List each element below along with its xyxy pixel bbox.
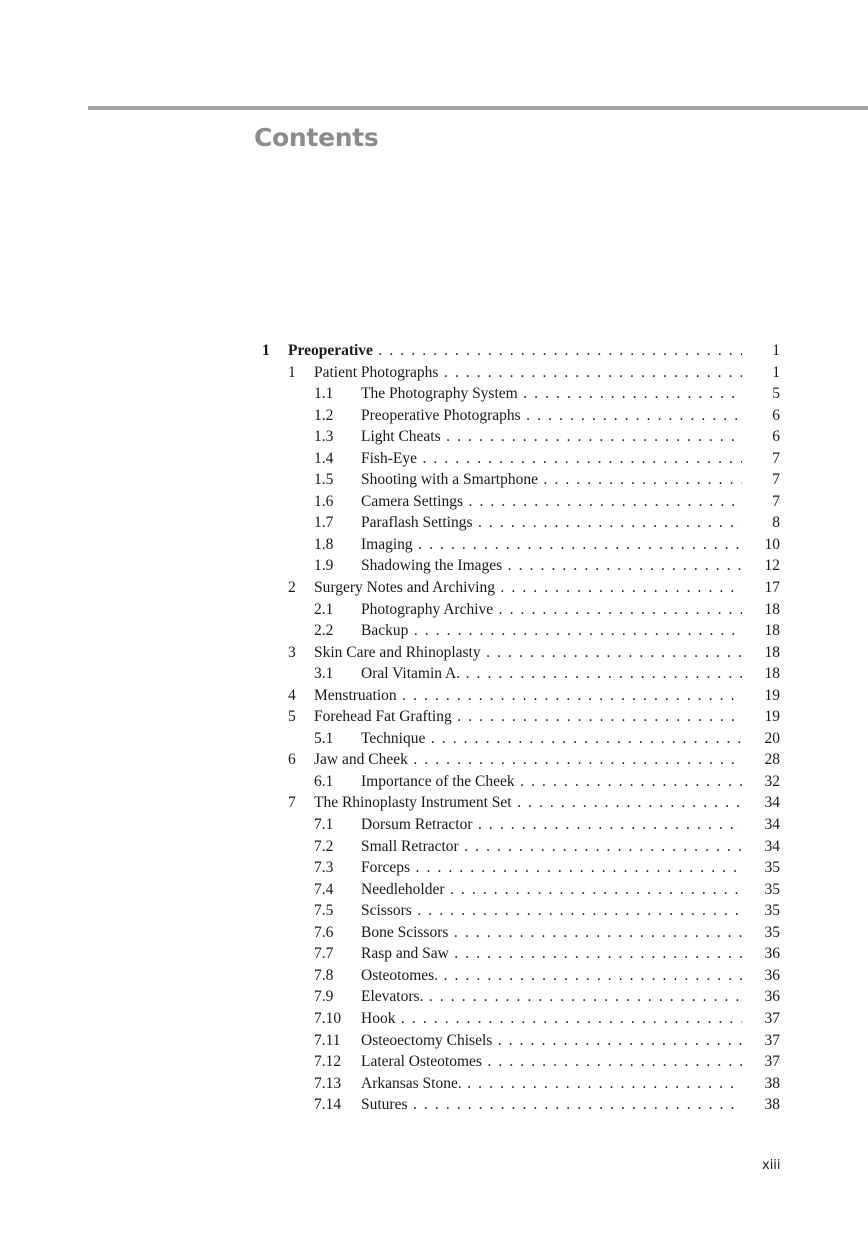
- toc-entry-title: Scissors . . .: [361, 900, 742, 922]
- toc-entry-title: Osteoectomy Chisels . . .: [361, 1030, 742, 1052]
- header-rule: [88, 106, 868, 110]
- toc-entry-number: 1: [262, 342, 270, 359]
- toc-entry-page: 18: [764, 622, 780, 640]
- toc-chapter-entry[interactable]: [0, 577, 868, 599]
- toc-entry-page: 35: [764, 902, 780, 920]
- toc-entry-number: 3: [288, 643, 296, 661]
- toc-entry-number: 7.5: [314, 902, 334, 920]
- toc-entry-title: Imaging . . .: [361, 534, 742, 556]
- toc-entry-number: 7.8: [314, 966, 334, 984]
- toc-entry-page: 19: [764, 708, 780, 726]
- toc-entry-title: Bone Scissors . . .: [361, 922, 742, 944]
- toc-entry-number: 7.7: [314, 945, 334, 963]
- toc-entry-page: 7: [772, 449, 780, 467]
- toc-entry-title: Preoperative Photographs . . .: [361, 405, 742, 427]
- toc-entry-number: 7.2: [314, 837, 334, 855]
- toc-section-entry[interactable]: [0, 857, 868, 879]
- toc-entry-number: 7.3: [314, 859, 334, 877]
- toc-entry-page: 38: [764, 1074, 780, 1092]
- toc-entry-page: 38: [764, 1096, 780, 1114]
- toc-section-entry[interactable]: [0, 1008, 868, 1030]
- toc-chapter-entry[interactable]: [0, 362, 868, 384]
- toc-entry-number: 2: [288, 579, 296, 597]
- toc-entry-page: 7: [772, 471, 780, 489]
- toc-entry-title: Fish-Eye . . .: [361, 448, 742, 470]
- toc-chapter-entry[interactable]: [0, 706, 868, 728]
- toc-entry-title: Lateral Osteotomes . . .: [361, 1051, 742, 1073]
- toc-entry-page: 18: [764, 643, 780, 661]
- toc-entry-number: 1.7: [314, 514, 334, 532]
- toc-entry-title: Patient Photographs . . .: [314, 362, 742, 384]
- toc-entry-number: 1: [288, 363, 296, 381]
- toc-entry-title: Arkansas Stone. . . .: [361, 1073, 742, 1095]
- toc-section-entry[interactable]: [0, 814, 868, 836]
- toc-entry-title: Rasp and Saw . . .: [361, 943, 742, 965]
- toc-section-entry[interactable]: [0, 1094, 868, 1116]
- toc-section-entry[interactable]: [0, 1030, 868, 1052]
- toc-section-entry[interactable]: [0, 534, 868, 556]
- toc-entry-number: 6: [288, 751, 296, 769]
- toc-chapter-entry[interactable]: [0, 749, 868, 771]
- toc-entry-title: Paraflash Settings . . .: [361, 512, 742, 534]
- toc-section-entry[interactable]: [0, 1051, 868, 1073]
- toc-entry-number: 3.1: [314, 665, 334, 683]
- toc-entry-title: The Photography System . . .: [361, 383, 742, 405]
- toc-entry-page: 34: [764, 816, 780, 834]
- toc-section-entry[interactable]: [0, 512, 868, 534]
- toc-entry-title: Hook . . .: [361, 1008, 742, 1030]
- toc-entry-title: Osteotomes. . . .: [361, 965, 742, 987]
- toc-section-entry[interactable]: [0, 469, 868, 491]
- toc-section-entry[interactable]: [0, 426, 868, 448]
- toc-entry-title: Small Retractor . . .: [361, 836, 742, 858]
- toc-entry-number: 4: [288, 686, 296, 704]
- toc-entry-page: 10: [764, 535, 780, 553]
- toc-entry-page: 18: [764, 600, 780, 618]
- toc-entry-page: 20: [764, 729, 780, 747]
- toc-entry-title: Surgery Notes and Archiving . . .: [314, 577, 742, 599]
- toc-section-entry[interactable]: [0, 383, 868, 405]
- toc-entry-title: Photography Archive . . .: [361, 599, 742, 621]
- toc-section-entry[interactable]: [0, 922, 868, 944]
- toc-entry-page: 34: [764, 837, 780, 855]
- toc-section-entry[interactable]: [0, 728, 868, 750]
- toc-entry-page: 17: [764, 579, 780, 597]
- toc-entry-title: Importance of the Cheek . . .: [361, 771, 742, 793]
- toc-entry-page: 18: [764, 665, 780, 683]
- toc-chapter-entry[interactable]: [0, 642, 868, 664]
- toc-entry-page: 36: [764, 945, 780, 963]
- toc-section-entry[interactable]: [0, 663, 868, 685]
- toc-section-entry[interactable]: [0, 879, 868, 901]
- toc-entry-page: 35: [764, 859, 780, 877]
- toc-entry-page: 37: [764, 1009, 780, 1027]
- toc-entry-title: Jaw and Cheek . . .: [314, 749, 742, 771]
- toc-section-entry[interactable]: [0, 405, 868, 427]
- toc-section-entry[interactable]: [0, 555, 868, 577]
- toc-section-entry[interactable]: [0, 900, 868, 922]
- toc-section-entry[interactable]: [0, 491, 868, 513]
- toc-entry-number: 7.9: [314, 988, 334, 1006]
- toc-entry-number: 7.12: [314, 1053, 342, 1071]
- toc-entry-number: 7: [288, 794, 296, 812]
- toc-chapter-entry[interactable]: [0, 685, 868, 707]
- toc-entry-page: 28: [764, 751, 780, 769]
- toc-entry-page: 32: [764, 772, 780, 790]
- toc-entry-page: 37: [764, 1031, 780, 1049]
- toc-entry-title: Shooting with a Smartphone . . .: [361, 469, 742, 491]
- toc-section-entry[interactable]: [0, 1073, 868, 1095]
- toc-section-entry[interactable]: [0, 448, 868, 470]
- toc-entry-number: 1.8: [314, 535, 334, 553]
- toc-entry-number: 7.14: [314, 1096, 342, 1114]
- page-title: Contents: [254, 123, 379, 152]
- toc-entry-number: 1.2: [314, 406, 334, 424]
- toc-entry-page: 36: [764, 988, 780, 1006]
- toc-entry-number: 1.4: [314, 449, 334, 467]
- toc-section-entry[interactable]: [0, 943, 868, 965]
- toc-entry-number: 5: [288, 708, 296, 726]
- toc-entry-title: Shadowing the Images . . .: [361, 555, 742, 577]
- toc-entry-page: 5: [772, 385, 780, 403]
- toc-part-entry[interactable]: [0, 340, 868, 362]
- toc-section-entry[interactable]: [0, 986, 868, 1008]
- toc-section-entry[interactable]: [0, 620, 868, 642]
- toc-section-entry[interactable]: [0, 965, 868, 987]
- toc-entry-page: 35: [764, 923, 780, 941]
- toc-entry-title: Light Cheats . . .: [361, 426, 742, 448]
- toc-entry-page: 34: [764, 794, 780, 812]
- toc-entry-number: 7.6: [314, 923, 334, 941]
- toc-section-entry[interactable]: [0, 836, 868, 858]
- toc-entry-number: 1.5: [314, 471, 334, 489]
- toc-entry-number: 1.9: [314, 557, 334, 575]
- toc-entry-title: Dorsum Retractor . . .: [361, 814, 742, 836]
- toc-entry-title: Backup . . .: [361, 620, 742, 642]
- toc-entry-page: 8: [772, 514, 780, 532]
- toc-entry-page: 6: [772, 428, 780, 446]
- toc-entry-number: 7.1: [314, 816, 334, 834]
- toc-entry-page: 1: [772, 363, 780, 381]
- toc-entry-title: Preoperative . . .: [288, 340, 742, 362]
- toc-entry-number: 6.1: [314, 772, 334, 790]
- toc-section-entry[interactable]: [0, 599, 868, 621]
- toc-entry-number: 2.2: [314, 622, 334, 640]
- toc-entry-number: 7.11: [314, 1031, 341, 1049]
- toc-entry-page: 7: [772, 492, 780, 510]
- toc-entry-number: 2.1: [314, 600, 334, 618]
- toc-entry-title: Forehead Fat Grafting . . .: [314, 706, 742, 728]
- toc-entry-page: 37: [764, 1053, 780, 1071]
- toc-entry-title: The Rhinoplasty Instrument Set . . .: [314, 792, 742, 814]
- toc-chapter-entry[interactable]: [0, 792, 868, 814]
- toc-entry-number: 7.10: [314, 1009, 342, 1027]
- toc-entry-title: Skin Care and Rhinoplasty . . .: [314, 642, 742, 664]
- toc-entry-number: 1.6: [314, 492, 334, 510]
- table-of-contents: [0, 340, 868, 1116]
- toc-entry-number: 1.3: [314, 428, 334, 446]
- toc-entry-title: Elevators. . . .: [361, 986, 742, 1008]
- toc-entry-title: Oral Vitamin A. . . .: [361, 663, 742, 685]
- toc-entry-title: Sutures . . .: [361, 1094, 742, 1116]
- toc-entry-title: Needleholder . . .: [361, 879, 742, 901]
- toc-entry-title: Camera Settings . . .: [361, 491, 742, 513]
- toc-entry-title: Menstruation . . .: [314, 685, 742, 707]
- toc-entry-page: 36: [764, 966, 780, 984]
- toc-entry-page: 12: [764, 557, 780, 575]
- toc-entry-title: Forceps . . .: [361, 857, 742, 879]
- toc-entry-number: 1.1: [314, 385, 334, 403]
- toc-entry-number: 7.4: [314, 880, 334, 898]
- toc-entry-page: 19: [764, 686, 780, 704]
- toc-entry-page: 1: [772, 342, 780, 359]
- toc-entry-title: Technique . . .: [361, 728, 742, 750]
- page-number: xiii: [762, 1158, 781, 1173]
- toc-entry-number: 7.13: [314, 1074, 342, 1092]
- toc-entry-page: 35: [764, 880, 780, 898]
- toc-entry-number: 5.1: [314, 729, 334, 747]
- toc-entry-page: 6: [772, 406, 780, 424]
- toc-section-entry[interactable]: [0, 771, 868, 793]
